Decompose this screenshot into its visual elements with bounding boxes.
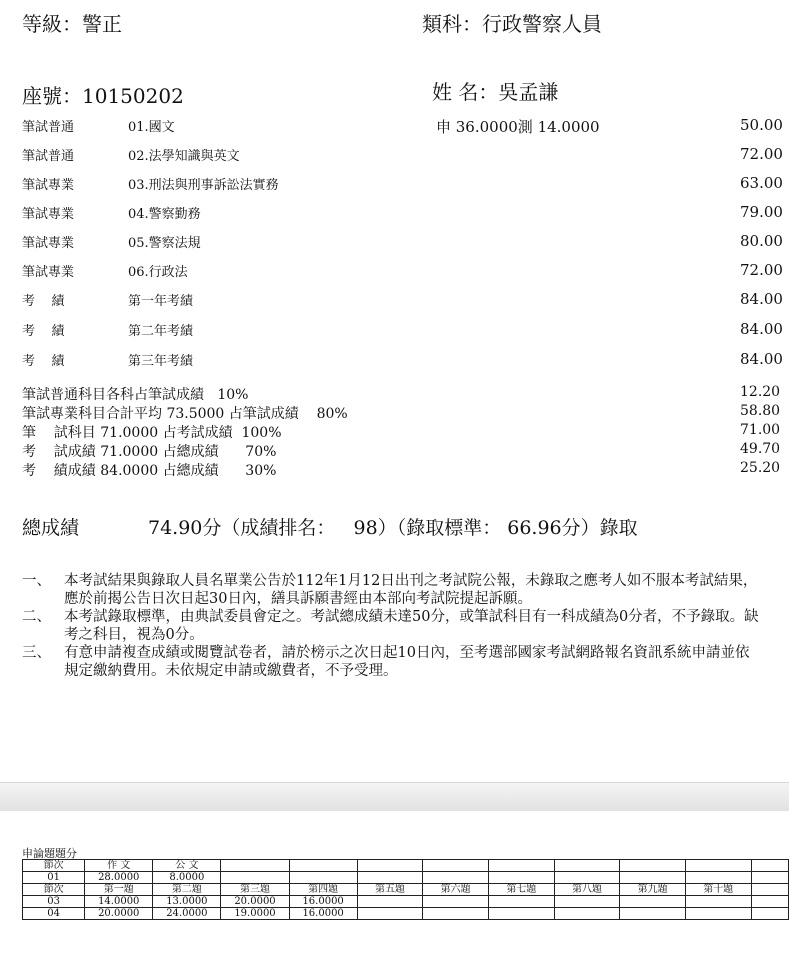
- essay-score-row: [23, 896, 789, 908]
- calc-score: 12.20: [740, 384, 781, 400]
- note-text: 有意申請複查成績或閱覽試卷者，請於榜示之次日起10日內，至考選部國家考試網路報名資訊系統申請並依規定繳納費用。未依規定申請或繳費者，不予受理。: [64, 645, 750, 679]
- table-cell: [423, 860, 489, 872]
- exam-category: 類科：行政警察人員: [422, 12, 602, 36]
- calc-label: 筆 試科目 71.0000 占考試成績 100%: [22, 425, 282, 441]
- subject-row: [0, 174, 789, 194]
- calc-label: 考 試成績 71.0000 占總成績 70%: [22, 444, 277, 460]
- subject-name: 第一年考績: [128, 294, 194, 309]
- total-score: [22, 513, 789, 541]
- subject-type: 考 績: [22, 324, 65, 339]
- table-cell: 節次: [23, 884, 85, 896]
- subject-type: 筆試專業: [22, 236, 75, 251]
- table-cell: [289, 860, 357, 872]
- table-cell: [423, 908, 489, 920]
- essay-score-row: [23, 872, 789, 884]
- table-cell: 第七題: [489, 884, 555, 896]
- table-cell: [685, 860, 751, 872]
- subject-type: 筆試專業: [22, 207, 75, 222]
- subject-detail: 申 36.0000測 14.0000: [436, 118, 600, 136]
- subject-score: 84.00: [740, 350, 783, 368]
- table-cell: 24.0000: [153, 908, 221, 920]
- table-cell: [685, 896, 751, 908]
- table-cell: 03: [23, 896, 85, 908]
- total-value: 74.90分（成績排名： 98）（錄取標準： 66.96分）錄取: [148, 517, 638, 539]
- subject-score: 50.00: [740, 116, 783, 134]
- subject-name: 第三年考績: [128, 354, 194, 369]
- table-cell: 8.0000: [153, 872, 221, 884]
- table-cell: [289, 872, 357, 884]
- table-cell: 作 文: [85, 860, 153, 872]
- table-cell: [357, 908, 423, 920]
- seat-number: 座號：10150202: [22, 84, 184, 108]
- subject-name: 03.刑法與刑事訴訟法實務: [128, 178, 279, 193]
- exam-level: 等級：警正: [22, 12, 122, 36]
- subject-name: 02.法學知識與英文: [128, 149, 240, 164]
- subject-type: 考 績: [22, 354, 65, 369]
- table-cell: [751, 872, 788, 884]
- subject-row: [0, 203, 789, 223]
- subject-type: 筆試普通: [22, 149, 75, 164]
- subject-score: 72.00: [740, 261, 783, 279]
- essay-header-row: [23, 860, 789, 872]
- table-cell: [489, 896, 555, 908]
- calc-score: 58.80: [740, 403, 781, 419]
- subject-score: 72.00: [740, 145, 783, 163]
- table-cell: 第三題: [221, 884, 289, 896]
- note-item: [22, 644, 762, 680]
- subject-name: 01.國文: [128, 120, 175, 135]
- table-cell: [423, 896, 489, 908]
- table-cell: [221, 860, 289, 872]
- table-cell: 16.0000: [289, 908, 357, 920]
- subject-name: 04.警察勤務: [128, 207, 201, 222]
- table-cell: 公 文: [153, 860, 221, 872]
- candidate-name: 姓 名：吳孟謙: [432, 80, 559, 104]
- subject-row: [0, 145, 789, 165]
- table-cell: [751, 896, 788, 908]
- table-cell: [751, 860, 788, 872]
- note-item: [22, 572, 762, 608]
- calc-score: 49.70: [740, 441, 781, 457]
- table-cell: [620, 908, 686, 920]
- table-cell: [489, 860, 555, 872]
- note-number: 一、: [22, 573, 51, 589]
- subject-name: 第二年考績: [128, 324, 194, 339]
- table-cell: 16.0000: [289, 896, 357, 908]
- note-text: 本考試結果與錄取人員名單業公告於112年1月12日出刊之考試院公報，未錄取之應考人如不服本考試結果，應於前揭公告日次日起30日內，繕具訴願書經由本部向考試院提起訴願。: [64, 573, 758, 607]
- table-cell: 20.0000: [221, 896, 289, 908]
- table-cell: 第九題: [620, 884, 686, 896]
- table-cell: [620, 860, 686, 872]
- calc-row: [22, 460, 789, 477]
- subject-type: 考 績: [22, 294, 65, 309]
- calc-label: 筆試普通科目各科占筆試成績 10%: [22, 387, 249, 403]
- note-number: 三、: [22, 645, 51, 661]
- table-cell: [751, 884, 788, 896]
- calc-row: [22, 403, 789, 420]
- table-cell: 14.0000: [85, 896, 153, 908]
- table-cell: [620, 872, 686, 884]
- table-cell: [489, 908, 555, 920]
- table-cell: 第四題: [289, 884, 357, 896]
- table-cell: 28.0000: [85, 872, 153, 884]
- subject-score: 63.00: [740, 174, 783, 192]
- subject-type: 筆試專業: [22, 265, 75, 280]
- subject-row: [0, 320, 789, 340]
- table-cell: [554, 860, 620, 872]
- table-cell: 第六題: [423, 884, 489, 896]
- calc-row: [22, 384, 789, 401]
- calc-row: [22, 441, 789, 458]
- table-cell: [489, 872, 555, 884]
- total-label: 總成績: [22, 517, 80, 539]
- table-cell: [554, 872, 620, 884]
- table-cell: [357, 860, 423, 872]
- table-cell: [554, 896, 620, 908]
- table-cell: 節次: [23, 860, 85, 872]
- calc-score: 25.20: [740, 460, 781, 476]
- essay-score-title: 申論題題分: [22, 847, 77, 860]
- table-cell: 第二題: [153, 884, 221, 896]
- table-cell: 20.0000: [85, 908, 153, 920]
- table-cell: 01: [23, 872, 85, 884]
- essay-score-page: [0, 811, 789, 954]
- essay-score-row: [23, 908, 789, 920]
- table-cell: 第五題: [357, 884, 423, 896]
- notes-section: [22, 572, 762, 680]
- subject-row: [0, 350, 789, 370]
- table-cell: [685, 908, 751, 920]
- table-cell: 第十題: [685, 884, 751, 896]
- essay-header-row: [23, 884, 789, 896]
- subject-row: [0, 116, 789, 136]
- subject-type: 筆試專業: [22, 178, 75, 193]
- table-cell: 19.0000: [221, 908, 289, 920]
- subject-row: [0, 290, 789, 310]
- note-item: [22, 608, 762, 644]
- subject-name: 05.警察法規: [128, 236, 201, 251]
- page-separator: [0, 782, 789, 812]
- essay-score-table: [22, 859, 789, 920]
- note-number: 二、: [22, 609, 51, 625]
- subject-type: 筆試普通: [22, 120, 75, 135]
- subject-row: [0, 232, 789, 252]
- subject-name: 06.行政法: [128, 265, 188, 280]
- subject-score: 84.00: [740, 320, 783, 338]
- table-cell: 04: [23, 908, 85, 920]
- table-cell: 第一題: [85, 884, 153, 896]
- note-text: 本考試錄取標準，由典試委員會定之。考試總成績未達50分，或筆試科目有一科成績為0分者，不予錄取。缺考之科目，視為0分。: [64, 609, 759, 643]
- table-cell: [221, 872, 289, 884]
- table-cell: [685, 872, 751, 884]
- calc-score: 71.00: [740, 422, 781, 438]
- table-cell: [357, 872, 423, 884]
- calc-label: 筆試專業科目合計平均 73.5000 占筆試成績 80%: [22, 406, 348, 422]
- subject-score: 84.00: [740, 290, 783, 308]
- table-cell: [357, 896, 423, 908]
- table-cell: 第八題: [554, 884, 620, 896]
- table-cell: [620, 896, 686, 908]
- subject-row: [0, 261, 789, 281]
- table-cell: [423, 872, 489, 884]
- subject-score: 80.00: [740, 232, 783, 250]
- table-cell: [751, 908, 788, 920]
- calc-label: 考 績成績 84.0000 占總成績 30%: [22, 463, 277, 479]
- calc-row: [22, 422, 789, 439]
- subject-score: 79.00: [740, 203, 783, 221]
- table-cell: 13.0000: [153, 896, 221, 908]
- table-cell: [554, 908, 620, 920]
